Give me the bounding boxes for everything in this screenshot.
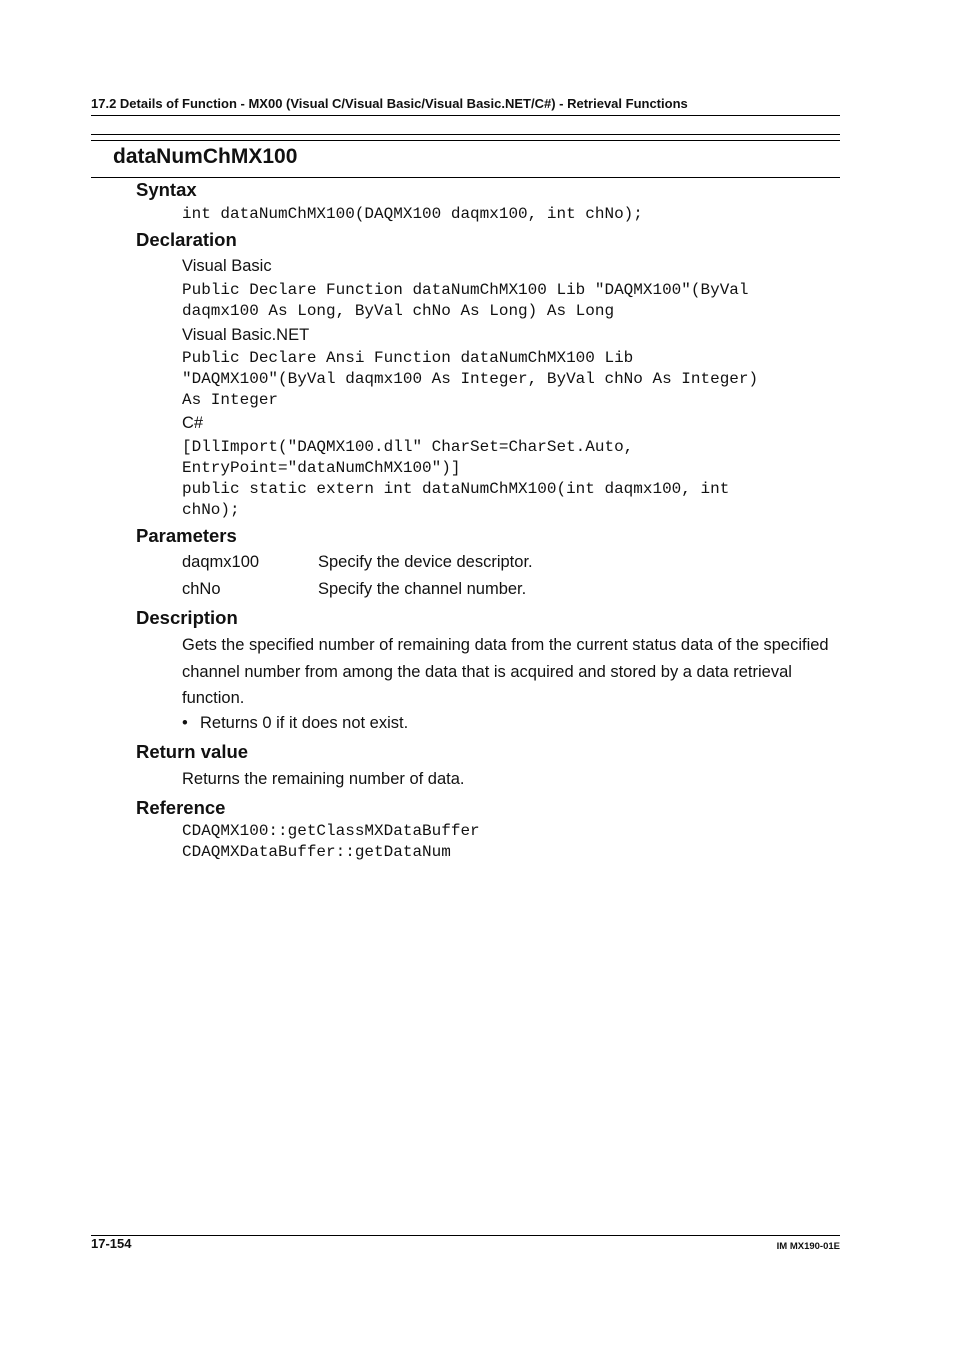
header-rule — [91, 115, 840, 116]
syntax-code: int dataNumChMX100(DAQMX100 daqmx100, int chNo); — [182, 205, 643, 223]
syntax-heading: Syntax — [136, 179, 197, 200]
description-text: Gets the specified number of remaining data from the current status data of the specified channel number from among the data that is acquired and stored by a data retrieval function. — [182, 636, 829, 707]
title-top-rule-2 — [91, 140, 840, 141]
function-title: dataNumChMX100 — [113, 145, 298, 168]
vb-label: Visual Basic — [182, 257, 272, 275]
vbnet-code-line: As Integer — [182, 391, 279, 409]
title-top-rule — [91, 134, 840, 135]
csharp-code-line: EntryPoint="dataNumChMX100")] — [182, 459, 461, 477]
description-heading: Description — [136, 607, 238, 628]
vbnet-label: Visual Basic.NET — [182, 326, 310, 344]
document-id: IM MX190-01E — [776, 1241, 840, 1252]
param-desc: Specify the channel number. — [318, 580, 527, 598]
reference-line: CDAQMXDataBuffer::getDataNum — [182, 843, 451, 861]
description-bullet — [182, 714, 408, 733]
footer-rule — [91, 1235, 840, 1236]
param-name: daqmx100 — [182, 553, 260, 571]
csharp-code-line: public static extern int dataNumChMX100(int daqmx100, int — [182, 480, 730, 498]
reference-heading: Reference — [136, 797, 226, 818]
title-bottom-rule — [91, 177, 840, 178]
vb-code-line: Public Declare Function dataNumChMX100 Lib "DAQMX100"(ByVal — [182, 281, 749, 299]
vbnet-code-line: Public Declare Ansi Function dataNumChMX100 Lib — [182, 349, 634, 367]
running-head: 17.2 Details of Function - MX00 (Visual C/Visual Basic/Visual Basic.NET/C#) - Retrieval Functions — [91, 96, 688, 111]
bullet-text: Returns 0 if it does not exist. — [200, 714, 409, 732]
param-desc: Specify the device descriptor. — [318, 553, 533, 571]
reference-line: CDAQMX100::getClassMXDataBuffer — [182, 822, 480, 840]
bullet-icon: • — [182, 714, 188, 732]
return-value-heading: Return value — [136, 741, 249, 762]
vb-code-line: daqmx100 As Long, ByVal chNo As Long) As Long — [182, 302, 615, 320]
vbnet-code-line: "DAQMX100"(ByVal daqmx100 As Integer, ByVal chNo As Integer) — [182, 370, 759, 388]
return-value-text: Returns the remaining number of data. — [182, 770, 465, 788]
page-number: 17-154 — [91, 1236, 132, 1251]
csharp-code-line: chNo); — [182, 501, 240, 519]
parameters-heading: Parameters — [136, 525, 237, 546]
csharp-code-line: [DllImport("DAQMX100.dll" CharSet=CharSet.Auto, — [182, 438, 634, 456]
csharp-label: C# — [182, 414, 204, 432]
declaration-heading: Declaration — [136, 229, 237, 250]
param-name: chNo — [182, 580, 221, 598]
